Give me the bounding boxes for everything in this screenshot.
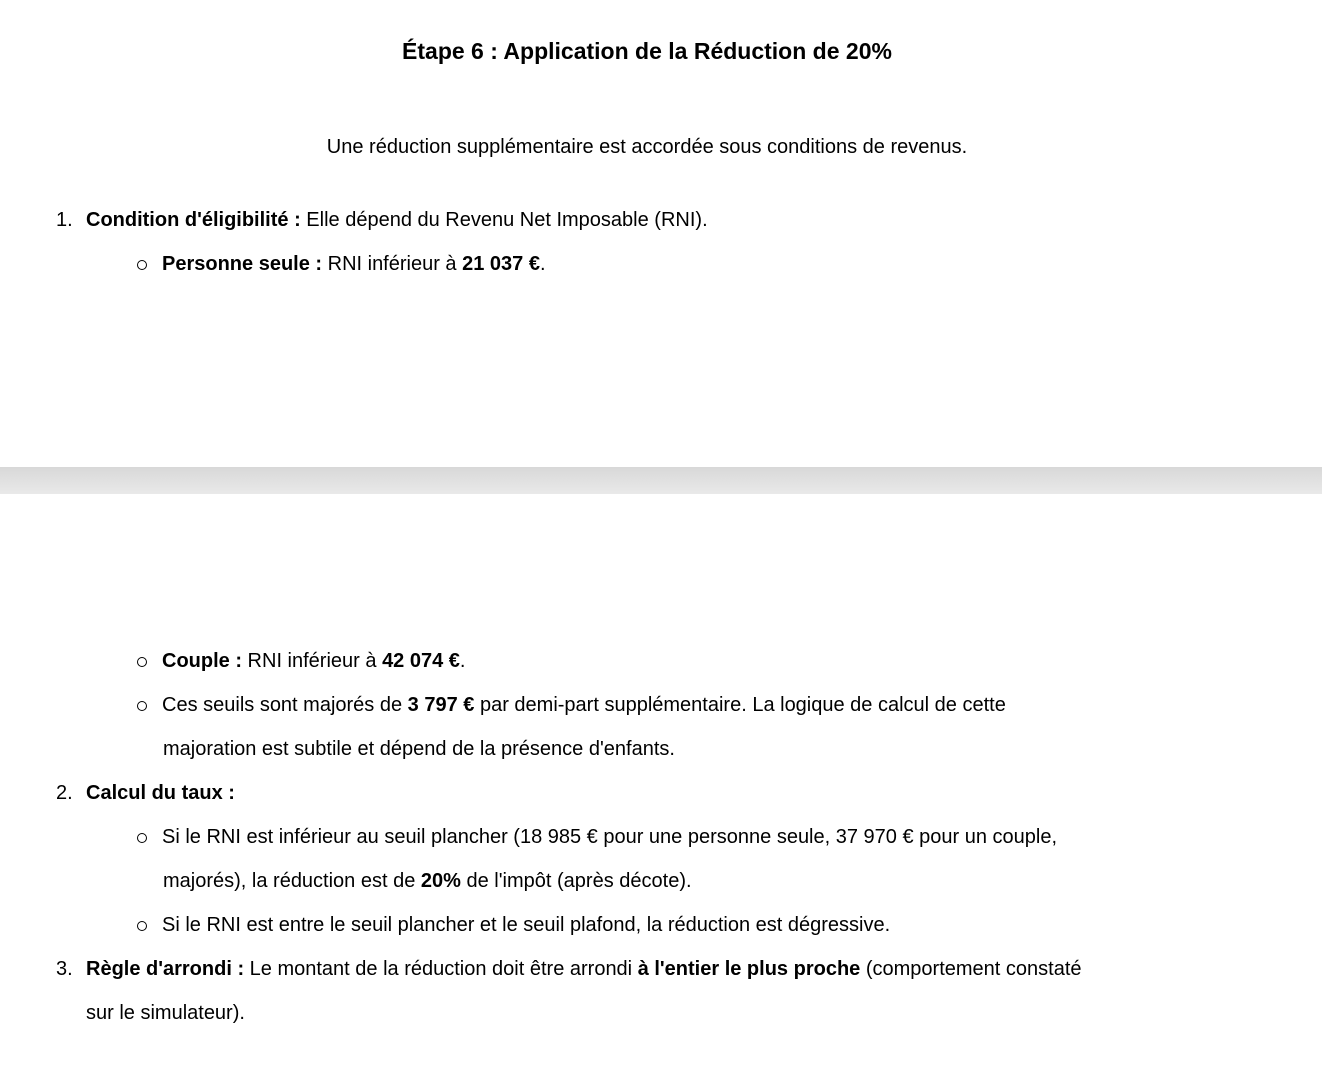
text-run: (comportement constaté [860,958,1082,980]
list-section-page2 [0,639,1322,1035]
list-line [0,991,1322,1035]
text-run: Si le RNI est entre le seuil plancher et le seuil plafond, la réduction est dégressive. [162,914,891,936]
page-break-separator [0,467,1322,494]
text-run: majorés), la réduction est de [163,870,421,892]
bullet-circle-icon [137,701,147,711]
text-run: Personne seule : [162,253,323,275]
text-run: 42 074 € [382,650,460,672]
list-line [0,771,1322,815]
text-run: RNI inférieur à [242,650,383,672]
text-run: Elle dépend du Revenu Net Imposable (RNI). [300,209,708,231]
list-number: 1. [56,209,73,231]
text-run: 21 037 € [462,253,540,275]
text-run: par demi-part supplémentaire. La logique de calcul de cette [474,694,1006,716]
list-number: 3. [56,958,73,980]
bullet-circle-icon [137,833,147,843]
bullet-circle-icon [137,657,147,667]
list-line [0,947,1322,991]
list-section-page1 [0,198,1322,286]
page-title: Étape 6 : Application de la Réduction de 20% [402,38,892,64]
text-run: à l'entier le plus proche [637,958,861,980]
text-run: RNI inférieur à [322,253,463,275]
bullet-circle-icon [137,921,147,931]
text-run: Condition d'éligibilité : [86,209,301,231]
text-run: 20% [420,870,461,892]
text-run: sur le simulateur). [86,1002,245,1024]
text-run: majoration est subtile et dépend de la présence d'enfants. [163,738,675,760]
text-run: Le montant de la réduction doit être arrondi [244,958,638,980]
list-line [0,903,1322,947]
intro-paragraph: Une réduction supplémentaire est accordée sous conditions de revenus. [326,136,968,158]
list-line [0,242,1322,286]
text-run: 3 797 € [407,694,475,716]
list-line [0,198,1322,242]
text-run: de l'impôt (après décote). [460,870,692,892]
text-run: Couple : [162,650,242,672]
list-line [0,859,1322,903]
text-run: Règle d'arrondi : [86,958,245,980]
list-line [0,683,1322,727]
list-number: 2. [56,782,73,804]
text-run: . [539,253,546,275]
bullet-circle-icon [137,260,147,270]
list-line [0,727,1322,771]
text-run: Ces seuils sont majorés de [162,694,408,716]
list-line [0,639,1322,683]
list-line [0,815,1322,859]
text-run: . [459,650,466,672]
text-run: Si le RNI est inférieur au seuil plancher (18 985 € pour une personne seule, 37 970 € pour un couple, [162,826,1058,848]
text-run: Calcul du taux : [86,782,235,804]
